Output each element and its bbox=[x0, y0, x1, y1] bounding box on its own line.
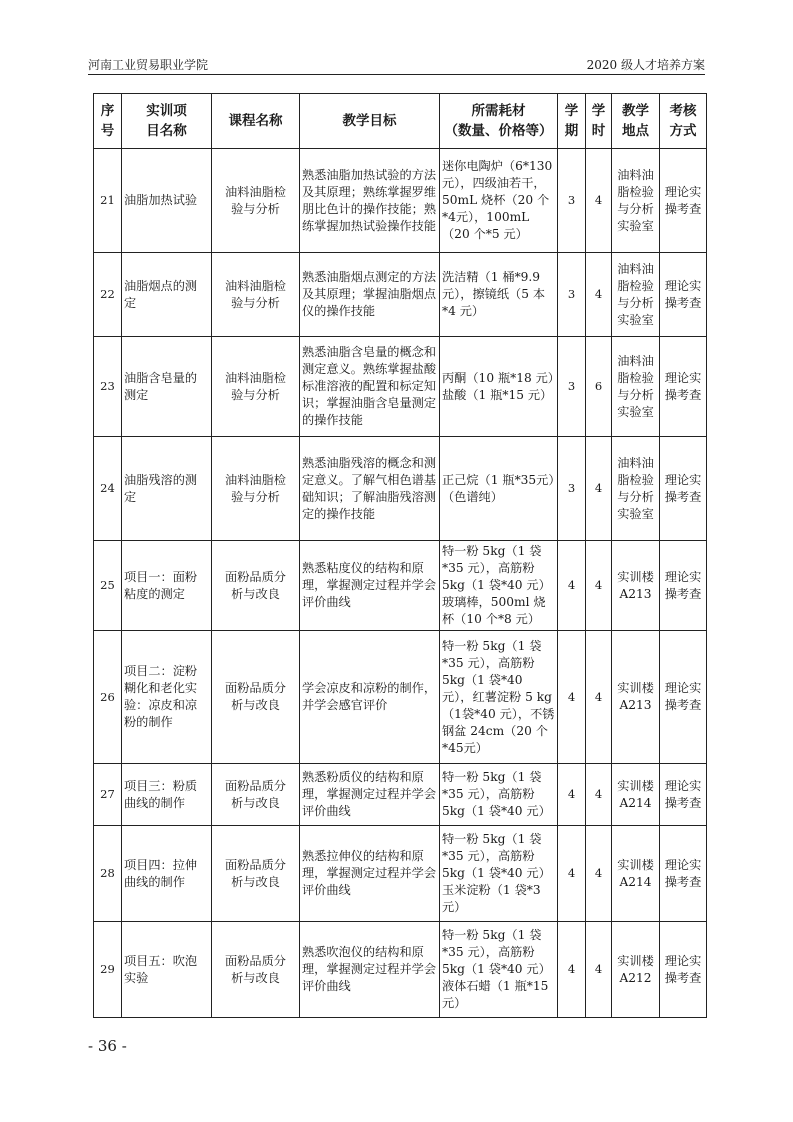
consumables-cell: 特一粉 5kg（1 袋*35 元），高筋粉5kg（1 袋*40 元），红薯淀粉 5 kg（1袋*40 元），不锈钢盆 24cm（20 个*45元） bbox=[440, 631, 558, 764]
course-name-cell: 面粉品质分 析与改良 bbox=[212, 541, 300, 631]
course-name-cell: 油料油脂检 验与分析 bbox=[212, 149, 300, 253]
teaching-goal-cell: 熟悉粉质仪的结构和原理，掌握测定过程并学会评价曲线 bbox=[300, 764, 440, 826]
table-row bbox=[94, 764, 707, 826]
table-row bbox=[94, 337, 707, 437]
header-teaching-goal: 教学目标 bbox=[300, 94, 440, 149]
teaching-goal-cell: 学会凉皮和凉粉的制作，并学会感官评价 bbox=[300, 631, 440, 764]
assessment-method-cell: 理论实 操考查 bbox=[660, 764, 707, 826]
table-row bbox=[94, 826, 707, 922]
location-cell: 实训楼 A214 bbox=[612, 764, 660, 826]
row-number-cell: 22 bbox=[94, 253, 122, 337]
location-cell: 油料油 脂检验 与分析 实验室 bbox=[612, 149, 660, 253]
assessment-method-cell: 理论实 操考查 bbox=[660, 541, 707, 631]
semester-cell: 3 bbox=[558, 437, 586, 541]
project-name-cell: 项目四：拉伸曲线的制作 bbox=[122, 826, 212, 922]
consumables-cell: 正己烷（1 瓶*35元）（色谱纯） bbox=[440, 437, 558, 541]
hours-cell: 4 bbox=[586, 253, 612, 337]
course-name-cell: 油料油脂检 验与分析 bbox=[212, 253, 300, 337]
consumables-cell: 迷你电陶炉（6*130元），四级油若干，50mL 烧杯（20 个*4元），100mL（20 个*5 元） bbox=[440, 149, 558, 253]
header-hours: 学 时 bbox=[586, 94, 612, 149]
consumables-cell: 特一粉 5kg（1 袋*35 元），高筋粉5kg（1 袋*40 元）液体石蜡（1 瓶*15元） bbox=[440, 922, 558, 1018]
row-number-cell: 24 bbox=[94, 437, 122, 541]
page-header bbox=[88, 54, 705, 75]
table-row bbox=[94, 541, 707, 631]
project-name-cell: 项目五：吹泡实验 bbox=[122, 922, 212, 1018]
table-header-row bbox=[94, 94, 707, 149]
hours-cell: 4 bbox=[586, 541, 612, 631]
row-number-cell: 21 bbox=[94, 149, 122, 253]
hours-cell: 4 bbox=[586, 826, 612, 922]
semester-cell: 4 bbox=[558, 922, 586, 1018]
project-name-cell: 油脂残溶的测定 bbox=[122, 437, 212, 541]
hours-cell: 4 bbox=[586, 437, 612, 541]
course-name-cell: 油料油脂检 验与分析 bbox=[212, 437, 300, 541]
hours-cell: 4 bbox=[586, 764, 612, 826]
consumables-cell: 特一粉 5kg（1 袋*35 元），高筋粉5kg（1 袋*40 元）玉米淀粉（1 袋*3元） bbox=[440, 826, 558, 922]
location-cell: 油料油 脂检验 与分析 实验室 bbox=[612, 253, 660, 337]
teaching-goal-cell: 熟悉拉伸仪的结构和原理，掌握测定过程并学会评价曲线 bbox=[300, 826, 440, 922]
assessment-method-cell: 理论实 操考查 bbox=[660, 631, 707, 764]
course-name-cell: 面粉品质分 析与改良 bbox=[212, 922, 300, 1018]
teaching-goal-cell: 熟悉油脂残溶的概念和测定意义。了解气相色谱基础知识；了解油脂残溶测定的操作技能 bbox=[300, 437, 440, 541]
row-number-cell: 29 bbox=[94, 922, 122, 1018]
hours-cell: 6 bbox=[586, 337, 612, 437]
table-row bbox=[94, 437, 707, 541]
project-name-cell: 项目一：面粉粘度的测定 bbox=[122, 541, 212, 631]
project-name-cell: 项目三：粉质曲线的制作 bbox=[122, 764, 212, 826]
project-name-cell: 油脂烟点的测定 bbox=[122, 253, 212, 337]
hours-cell: 4 bbox=[586, 631, 612, 764]
header-course-name: 课程名称 bbox=[212, 94, 300, 149]
header-no: 序 号 bbox=[94, 94, 122, 149]
assessment-method-cell: 理论实 操考查 bbox=[660, 149, 707, 253]
hours-cell: 4 bbox=[586, 149, 612, 253]
header-assessment: 考核 方式 bbox=[660, 94, 707, 149]
location-cell: 实训楼 A213 bbox=[612, 541, 660, 631]
row-number-cell: 28 bbox=[94, 826, 122, 922]
course-name-cell: 油料油脂检 验与分析 bbox=[212, 337, 300, 437]
header-location: 教学 地点 bbox=[612, 94, 660, 149]
table-body bbox=[94, 149, 707, 1018]
teaching-goal-cell: 熟悉油脂烟点测定的方法及其原理；掌握油脂烟点仪的操作技能 bbox=[300, 253, 440, 337]
consumables-cell: 洗洁精（1 桶*9.9元），擦镜纸（5 本*4 元） bbox=[440, 253, 558, 337]
school-name: 河南工业贸易职业学院 bbox=[88, 58, 209, 72]
course-name-cell: 面粉品质分 析与改良 bbox=[212, 631, 300, 764]
page-number: - 36 - bbox=[88, 1037, 127, 1055]
header-project-name: 实训项 目名称 bbox=[122, 94, 212, 149]
location-cell: 油料油 脂检验 与分析 实验室 bbox=[612, 337, 660, 437]
teaching-goal-cell: 熟悉油脂含皂量的概念和测定意义。熟练掌握盐酸标准溶液的配置和标定知识；掌握油脂含皂量测定的操作技能 bbox=[300, 337, 440, 437]
location-cell: 实训楼 A212 bbox=[612, 922, 660, 1018]
assessment-method-cell: 理论实 操考查 bbox=[660, 437, 707, 541]
semester-cell: 4 bbox=[558, 826, 586, 922]
header-consumables: 所需耗材 （数量、价格等） bbox=[440, 94, 558, 149]
training-table bbox=[93, 93, 707, 1018]
project-name-cell: 项目二：淀粉糊化和老化实验：凉皮和凉粉的制作 bbox=[122, 631, 212, 764]
semester-cell: 3 bbox=[558, 337, 586, 437]
location-cell: 油料油 脂检验 与分析 实验室 bbox=[612, 437, 660, 541]
table-row bbox=[94, 253, 707, 337]
project-name-cell: 油脂加热试验 bbox=[122, 149, 212, 253]
consumables-cell: 特一粉 5kg（1 袋*35 元），高筋粉5kg（1 袋*40 元）玻璃棒，500ml 烧杯（10 个*8 元） bbox=[440, 541, 558, 631]
teaching-goal-cell: 熟悉油脂加热试验的方法及其原理；熟练掌握罗维朋比色计的操作技能；熟练掌握加热试验操作技能 bbox=[300, 149, 440, 253]
project-name-cell: 油脂含皂量的测定 bbox=[122, 337, 212, 437]
header-semester: 学 期 bbox=[558, 94, 586, 149]
row-number-cell: 26 bbox=[94, 631, 122, 764]
assessment-method-cell: 理论实 操考查 bbox=[660, 826, 707, 922]
table-row bbox=[94, 922, 707, 1018]
semester-cell: 4 bbox=[558, 631, 586, 764]
assessment-method-cell: 理论实 操考查 bbox=[660, 253, 707, 337]
course-name-cell: 面粉品质分 析与改良 bbox=[212, 826, 300, 922]
row-number-cell: 23 bbox=[94, 337, 122, 437]
row-number-cell: 27 bbox=[94, 764, 122, 826]
teaching-goal-cell: 熟悉粘度仪的结构和原理，掌握测定过程并学会评价曲线 bbox=[300, 541, 440, 631]
semester-cell: 3 bbox=[558, 253, 586, 337]
semester-cell: 3 bbox=[558, 149, 586, 253]
consumables-cell: 丙酮（10 瓶*18 元）盐酸（1 瓶*15 元） bbox=[440, 337, 558, 437]
location-cell: 实训楼 A214 bbox=[612, 826, 660, 922]
table-row bbox=[94, 149, 707, 253]
assessment-method-cell: 理论实 操考查 bbox=[660, 922, 707, 1018]
location-cell: 实训楼 A213 bbox=[612, 631, 660, 764]
plan-title: 2020 级人才培养方案 bbox=[586, 58, 705, 72]
table-row bbox=[94, 631, 707, 764]
semester-cell: 4 bbox=[558, 764, 586, 826]
assessment-method-cell: 理论实 操考查 bbox=[660, 337, 707, 437]
teaching-goal-cell: 熟悉吹泡仪的结构和原理，掌握测定过程并学会评价曲线 bbox=[300, 922, 440, 1018]
consumables-cell: 特一粉 5kg（1 袋*35 元），高筋粉5kg（1 袋*40 元） bbox=[440, 764, 558, 826]
hours-cell: 4 bbox=[586, 922, 612, 1018]
row-number-cell: 25 bbox=[94, 541, 122, 631]
course-name-cell: 面粉品质分 析与改良 bbox=[212, 764, 300, 826]
semester-cell: 4 bbox=[558, 541, 586, 631]
